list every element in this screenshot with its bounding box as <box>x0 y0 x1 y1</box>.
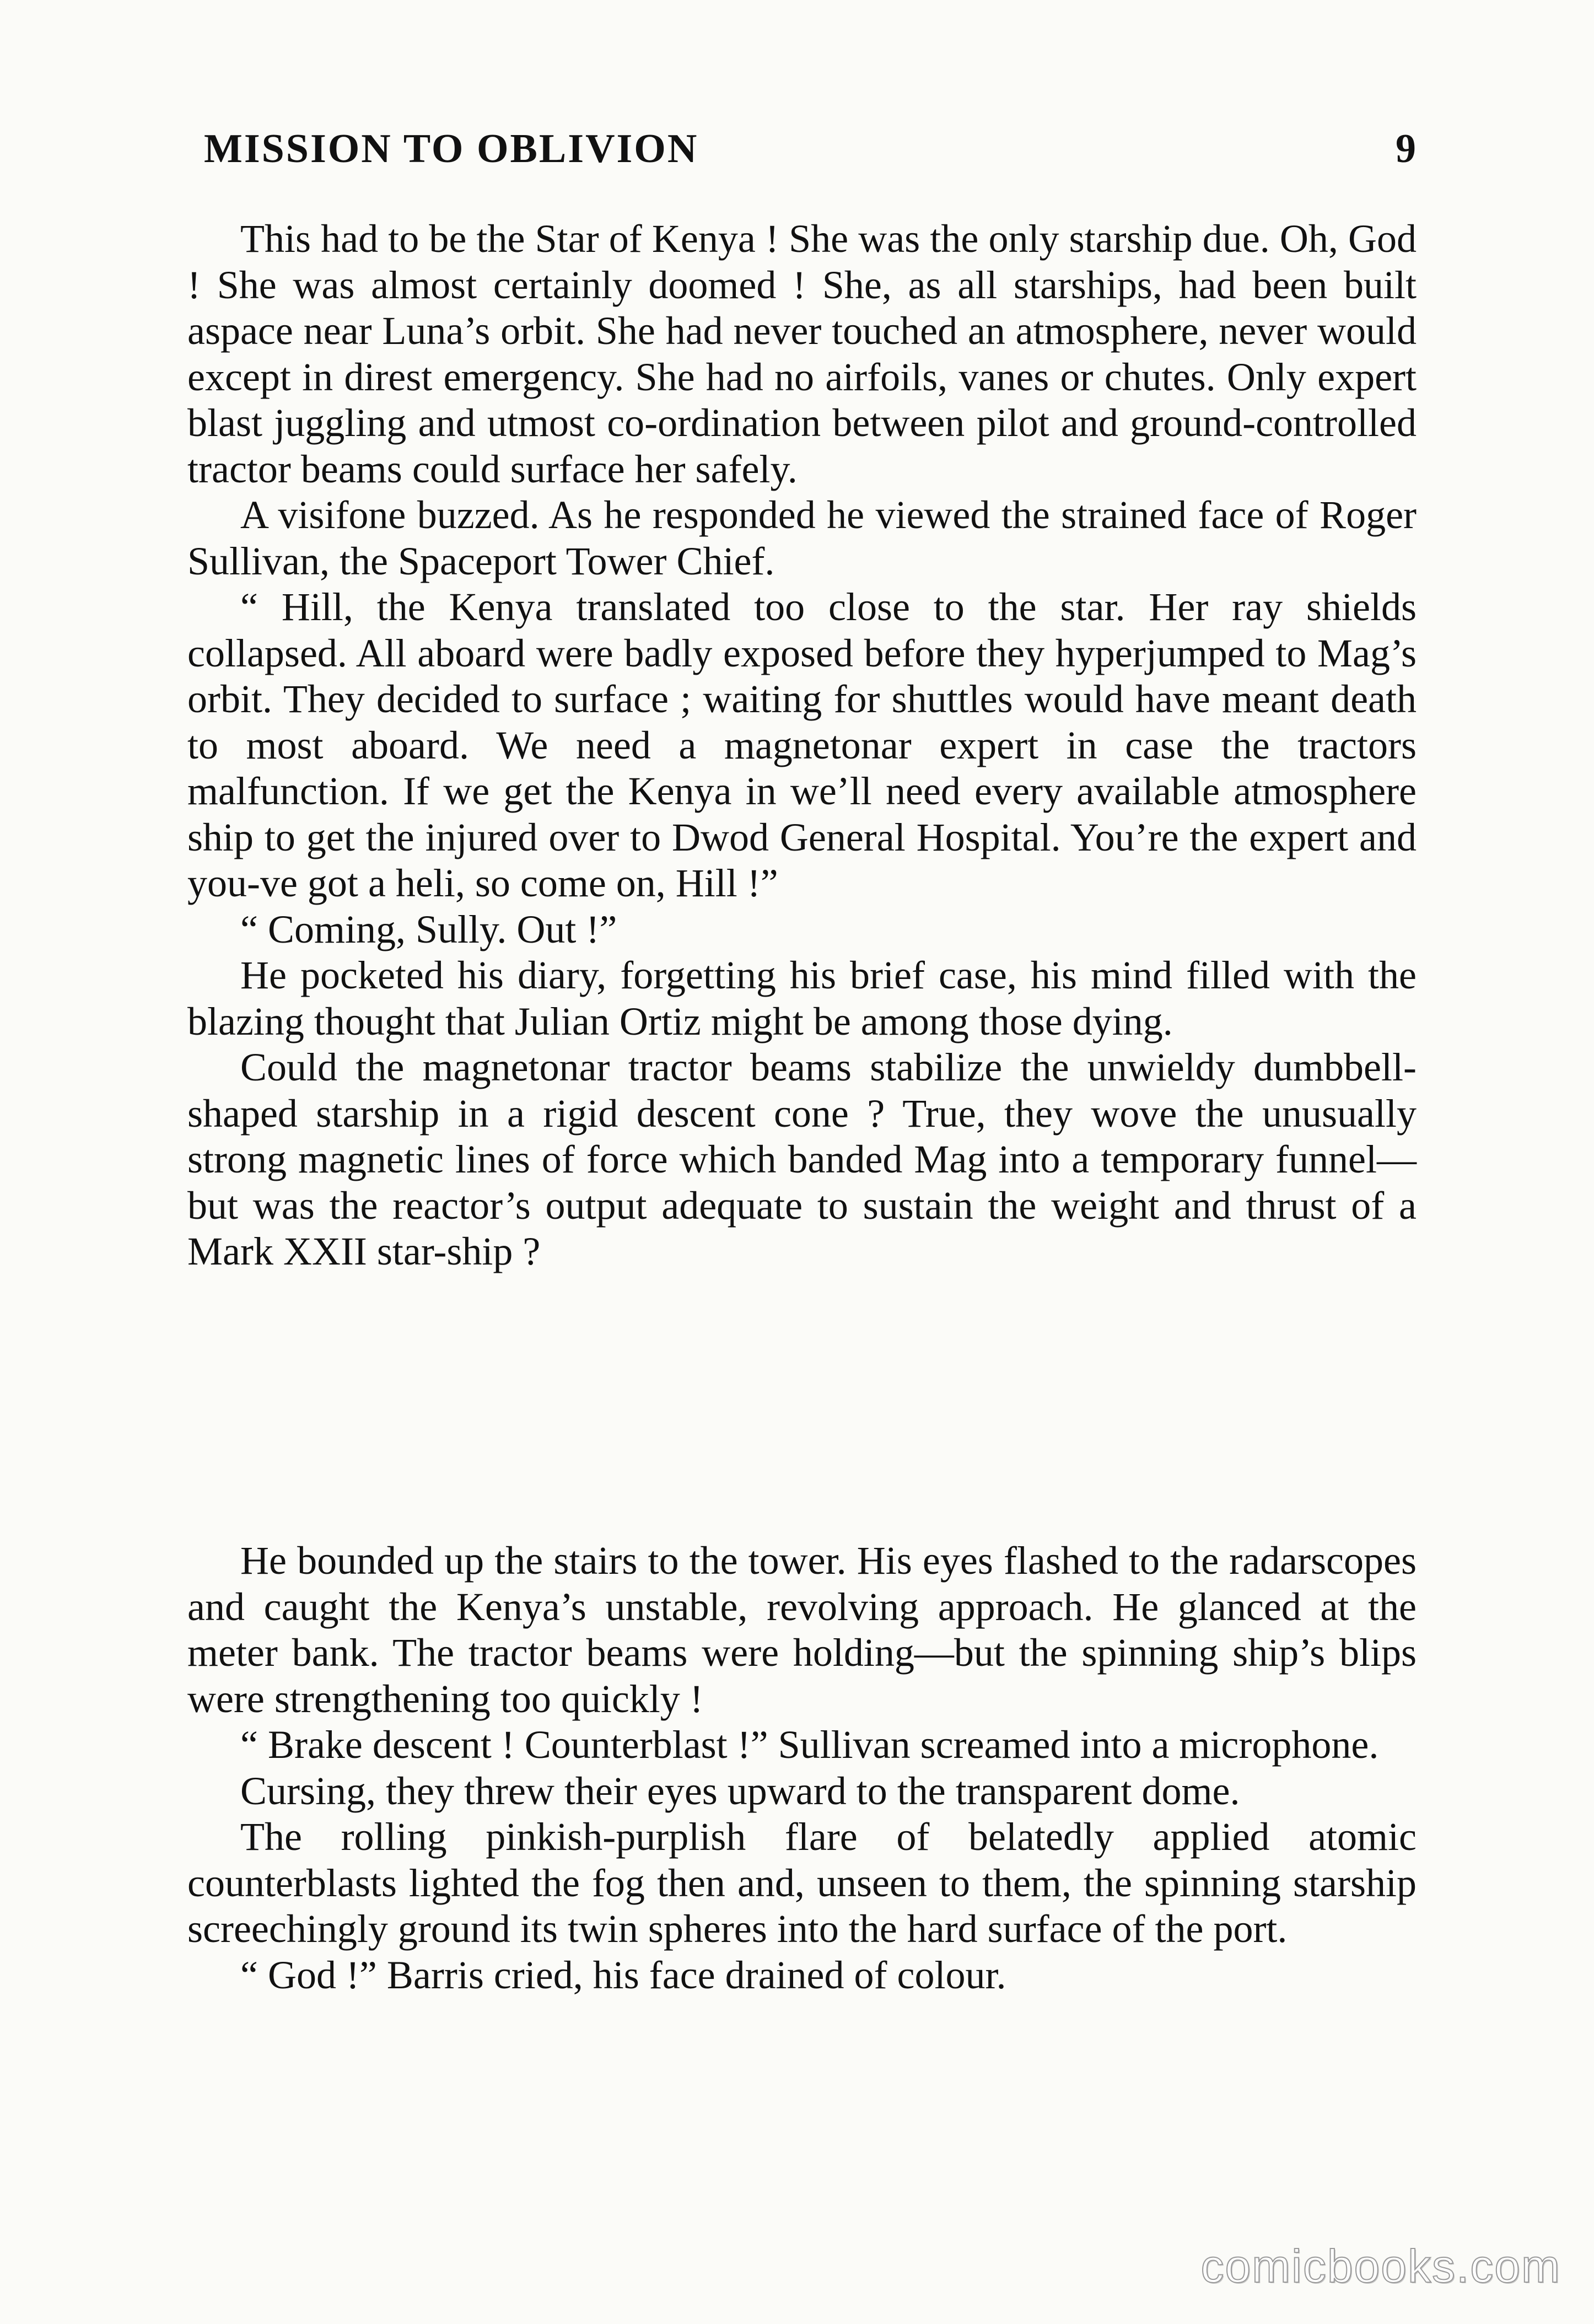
paragraph: The rolling pinkish-purplish flare of belatedly applied atomic counterblasts lighted the fog then and, unseen to them, the spinning starship screechingly ground its twin spheres into the hard surface of the port. <box>187 1815 1417 1951</box>
paragraph: Could the magnetonar tractor beams stabilize the unwieldy dumbbell-shaped starship in a rigid descent cone ? True, they wove the unusually strong magnetic lines of force which banded Mag into a temporary funnel—but was the reactor’s output adequate to sustain the weight and thrust of a Mark XXII star-ship ? <box>187 1045 1417 1273</box>
paragraph: “ Hill, the Kenya translated too close to the star. Her ray shields collapsed. All aboard were badly exposed before they hyperjumped to Mag’s orbit. They decided to surface ; waiting for shuttles would have meant death to most aboard. We need a magnetonar expert in case the tractors malfunction. If we get the Kenya in we’ll need every available atmosphere ship to get the injured over to Dwod General Hospital. You’re the expert and you-ve got a heli, so come on, Hill !” <box>187 585 1417 905</box>
paragraph: A visifone buzzed. As he responded he viewed the strained face of Roger Sullivan, the Spaceport Tower Chief. <box>187 493 1417 583</box>
paragraph: He pocketed his diary, forgetting his brief case, his mind filled with the blazing thought that Julian Ortiz might be among those dying. <box>187 953 1417 1043</box>
book-title: MISSION TO OBLIVION <box>204 126 699 171</box>
text-section-1 <box>187 216 1417 1275</box>
paragraph: This had to be the Star of Kenya ! She was the only starship due. Oh, God ! She was almost certainly doomed ! She, as all starships, had been built aspace near Luna’s orbit. She had never touched an atmosphere, never would except in direst emergency. She had no airfoils, vanes or chutes. Only expert blast juggling and utmost co-ordination between pilot and ground-controlled tractor beams could surface her safely. <box>187 217 1417 491</box>
paragraph: “ God !” Barris cried, his face drained of colour. <box>240 1952 1006 1997</box>
page-number: 9 <box>1396 126 1417 171</box>
paragraph: He bounded up the stairs to the tower. His eyes flashed to the radarscopes and caught the Kenya’s unstable, revolving approach. He glanced at the meter bank. The tractor beams were holding—but the spinning ship’s blips were strengthening too quickly ! <box>187 1538 1417 1721</box>
site-watermark: comicbooks.com <box>1200 2240 1561 2292</box>
paragraph: “ Brake descent ! Counterblast !” Sullivan screamed into a microphone. <box>240 1723 1379 1767</box>
paragraph: “ Coming, Sully. Out !” <box>240 907 617 951</box>
paragraph: Cursing, they threw their eyes upward to the transparent dome. <box>240 1768 1240 1813</box>
text-section-2 <box>187 1538 1417 1998</box>
running-head <box>204 126 1417 181</box>
